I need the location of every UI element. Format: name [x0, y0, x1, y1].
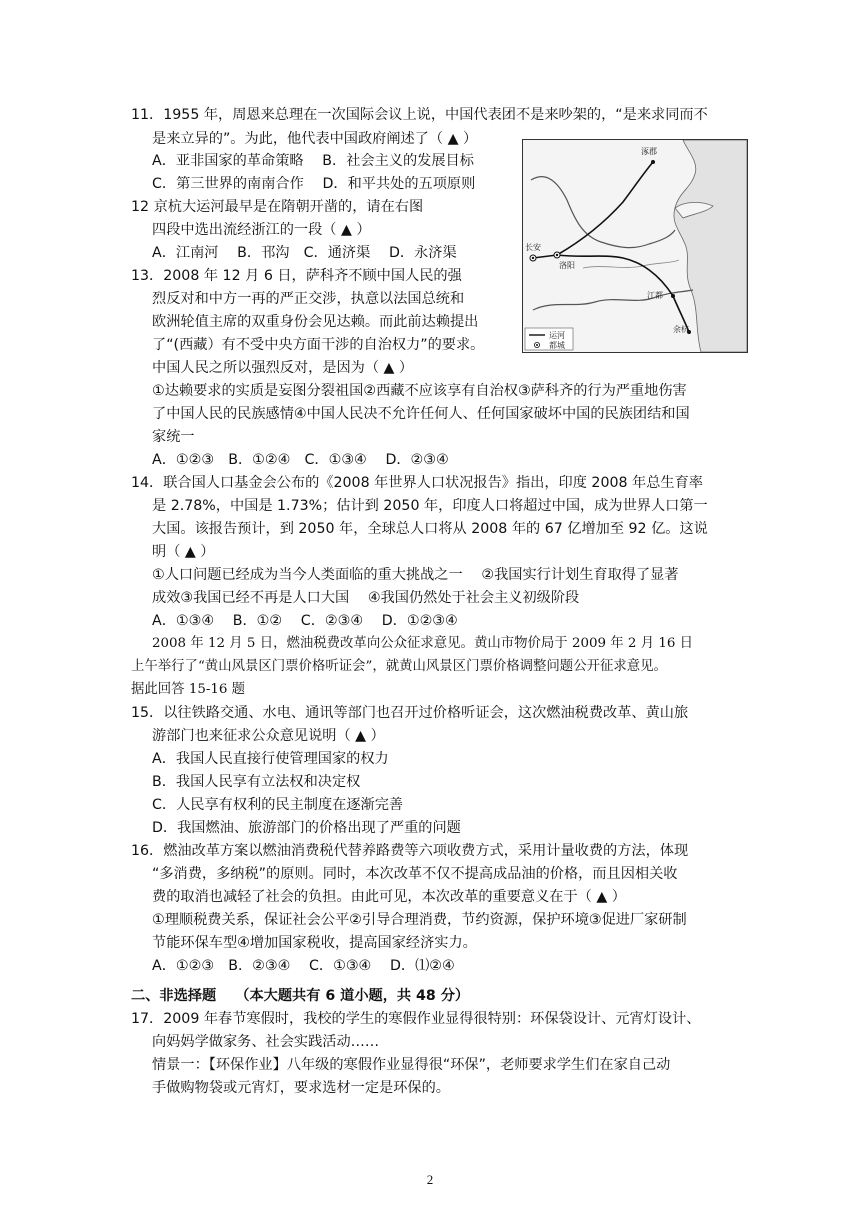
q11-line-2: 是来立异的”。为此，他代表中国政府阐述了（ ▲ ）: [152, 131, 478, 147]
q15-option-c: C．人民享有权利的民主制度在逐渐完善: [152, 797, 404, 813]
q12-options: A．江南河 B．邗沟 C．通济渠 D．永济渠: [152, 245, 457, 261]
q14-line-5: ①人口问题已经成为当今人类面临的重大挑战之一 ②我国实行计划生育取得了显著: [152, 567, 679, 583]
material-line-1: 2008 年 12 月 5 日，燃油税费改革向公众征求意见。黄山市物价局于 2009 年 2 月 16 日: [152, 636, 694, 651]
q16-options: A．①②③ B．②③④ C．①③④ D．⑴②④: [152, 958, 455, 974]
q16-line-3: 费的取消也减轻了社会的负担。由此可见，本次改革的重要意义在于（ ▲ ）: [152, 889, 626, 905]
q11-options-ab: A．亚非国家的革命策略 B．社会主义的发展目标: [152, 153, 474, 169]
q13-line-5: 中国人民之所以强烈反对，是因为（ ▲ ）: [152, 360, 414, 376]
q13-line-1: 13．2008 年 12 月 6 日，萨科齐不顾中国人民的强: [131, 268, 462, 284]
grand-canal-map: [522, 139, 748, 353]
material-line-2: 上午举行了“黄山风景区门票价格听证会”，就黄山风景区门票价格调整问题公开征求意见。: [131, 659, 667, 674]
section-2-heading: 二、非选择题 （本大题共有 6 道小题，共 48 分）: [131, 988, 470, 1004]
q14-line-4: 明（ ▲ ）: [152, 544, 215, 560]
q17-line-2: 向妈妈学做家务、社会实践活动……: [152, 1034, 380, 1050]
legend-canal: 运河: [549, 331, 565, 340]
q14-line-3: 大国。该报告预计，到 2050 年，全球总人口将从 2008 年的 67 亿增加至 92 亿。这说: [152, 521, 708, 537]
q17-scenario-1: 情景一：【环保作业】八年级的寒假作业显得很“环保”，老师要求学生们在家自己动: [152, 1057, 671, 1073]
q14-line-6: 成效③我国已经不再是人口大国 ④我国仍然处于社会主义初级阶段: [152, 590, 580, 606]
q15-option-a: A．我国人民直接行使管理国家的权力: [152, 751, 389, 767]
map-graphic: [523, 140, 747, 352]
q15-option-b: B．我国人民享有立法权和决定权: [152, 774, 361, 790]
q17-scenario-1b: 手做购物袋或元宵灯，要求选材一定是环保的。: [152, 1080, 450, 1096]
legend-capital: 都城: [549, 341, 565, 350]
q14-line-2: 是 2.78%，中国是 1.73%；估计到 2050 年，印度人口将超过中国，成为世界人口第一: [152, 498, 708, 514]
q13-options: A．①②③ B．①②④ C．①③④ D．②③④: [152, 452, 449, 468]
q11-options-cd: C．第三世界的南南合作 D．和平共处的五项原则: [152, 176, 476, 192]
q13-line-4: 了“(西藏）有不受中央方面干涉的自治权力”的要求。: [152, 337, 485, 353]
q17-line-1: 17．2009 年春节寒假时，我校的学生的寒假作业显得很特别：环保袋设计、元宵灯设计、: [131, 1011, 701, 1027]
q15-line-1: 15．以往铁路交通、水电、通讯等部门也召开过价格听证会，这次燃油税费改革、黄山旅: [131, 705, 689, 721]
q16-line-2: “多消费，多纳税”的原则。同时，本次改革不仅不提高成品油的价格，而且因相关收: [152, 866, 678, 882]
q15-option-d: D．我国燃油、旅游部门的价格出现了严重的问题: [152, 820, 461, 836]
q16-line-4: ①理顺税费关系，保证社会公平②引导合理消费，节约资源，保护环境③促进厂家研制: [152, 912, 687, 928]
q13-line-8: 家统一: [152, 429, 195, 445]
map-label-zhuojun: 涿郡: [641, 147, 657, 156]
q16-line-5: 节能环保车型④增加国家税收，提高国家经济实力。: [152, 935, 477, 951]
map-label-changan: 长安: [525, 243, 541, 252]
q11-line-1: 11．1955 年，周恩来总理在一次国际会议上说，中国代表团不是来吵架的，“是来求同而不: [131, 107, 708, 123]
q13-line-3: 欧洲轮值主席的双重身份会见达赖。而此前达赖提出: [152, 314, 479, 330]
q15-line-2: 游部门也来征求公众意见说明（ ▲ ）: [152, 728, 385, 744]
q14-options: A．①③④ B．①② C．②③④ D．①②③④: [152, 613, 458, 629]
q13-line-2: 烈反对和中方一再的严正交涉，执意以法国总统和: [152, 291, 465, 307]
map-label-luoyang: 洛阳: [559, 261, 575, 270]
q14-line-1: 14．联合国人口基金会公布的《2008 年世界人口状况报告》指出，印度 2008 年总生育率: [131, 475, 703, 491]
q16-line-1: 16．燃油改革方案以燃油消费税代替养路费等六项收费方式，采用计量收费的方法，体现: [131, 843, 689, 859]
page-number: 2: [426, 1172, 434, 1187]
material-line-3: 据此回答 15-16 题: [131, 682, 246, 697]
map-label-jiangdu: 江都: [647, 291, 663, 300]
q12-line-1: 12 京杭大运河最早是在隋朝开凿的，请在右图: [131, 199, 424, 215]
q12-line-2: 四段中选出流经浙江的一段（ ▲ ）: [152, 222, 371, 238]
map-label-yuhang: 余杭: [673, 325, 689, 334]
q13-line-7: 了中国人民的民族感情④中国人民决不允许任何人、任何国家破坏中国的民族团结和国: [152, 406, 690, 422]
q13-line-6: ①达赖要求的实质是妄图分裂祖国②西藏不应该享有自治权③萨科齐的行为严重地伤害: [152, 383, 687, 399]
